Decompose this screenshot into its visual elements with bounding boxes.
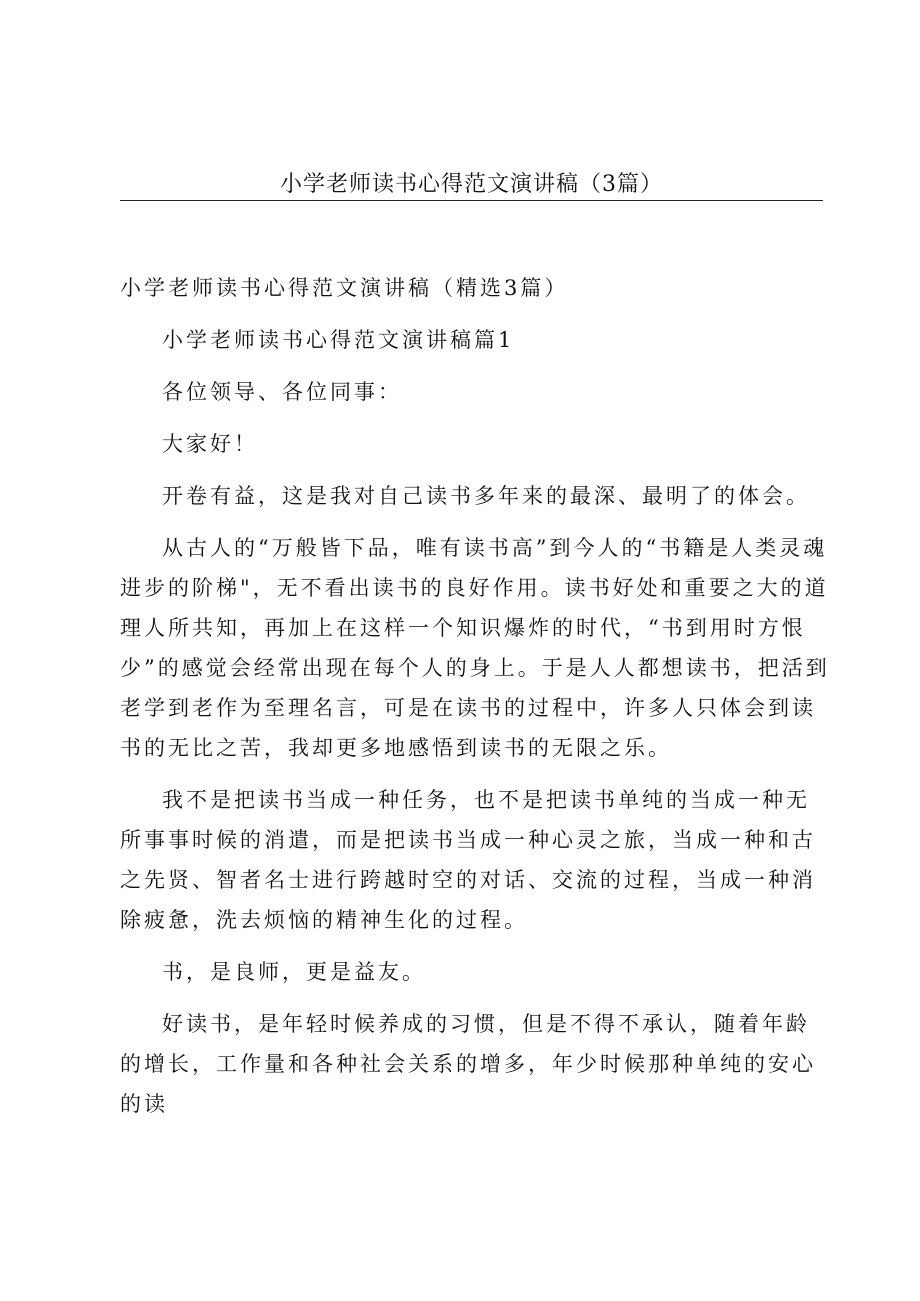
document-body — [120, 268, 830, 1136]
subtitle-paragraph: 小学老师读书心得范文演讲稿（精选3篇） — [120, 276, 569, 300]
title-underline — [120, 200, 823, 201]
salutation: 各位领导、各位同事： — [162, 380, 402, 404]
body-paragraph: 开卷有益，这是我对自己读书多年来的最深、最明了的体会。 — [162, 484, 810, 508]
body-paragraph: 书，是良师，更是益友。 — [162, 960, 426, 984]
section-heading: 小学老师读书心得范文演讲稿篇1 — [162, 328, 515, 352]
body-paragraph: 我不是把读书当成一种任务，也不是把读书单纯的当成一种无所事事时候的消遣，而是把读书当成一种心灵之旅，当成一种和古之先贤、智者名士进行跨越时空的对话、交流的过程，当成一种消除疲惫，洗去烦恼的精神生化的过程。 — [120, 788, 816, 932]
body-paragraph: 从古人的“万般皆下品，唯有读书高”到今人的“书籍是人类灵魂进步的阶梯"，无不看出读书的良好作用。读书好处和重要之大的道理人所共知，再加上在这样一个知识爆炸的时代，“书到用时方恨少”的感觉会经常出现在每个人的身上。于是人人都想读书，把活到老学到老作为至理名言，可是在读书的过程中，许多人只体会到读书的无比之苦，我却更多地感悟到读书的无限之乐。 — [120, 536, 830, 760]
body-paragraph: 好读书，是年轻时候养成的习惯，但是不得不承认，随着年龄的增长，工作量和各种社会关系的增多，年少时候那种单纯的安心的读 — [120, 1012, 816, 1116]
greeting: 大家好！ — [162, 432, 258, 456]
document-title: 小学老师读书心得范文演讲稿（3篇） — [280, 172, 663, 197]
